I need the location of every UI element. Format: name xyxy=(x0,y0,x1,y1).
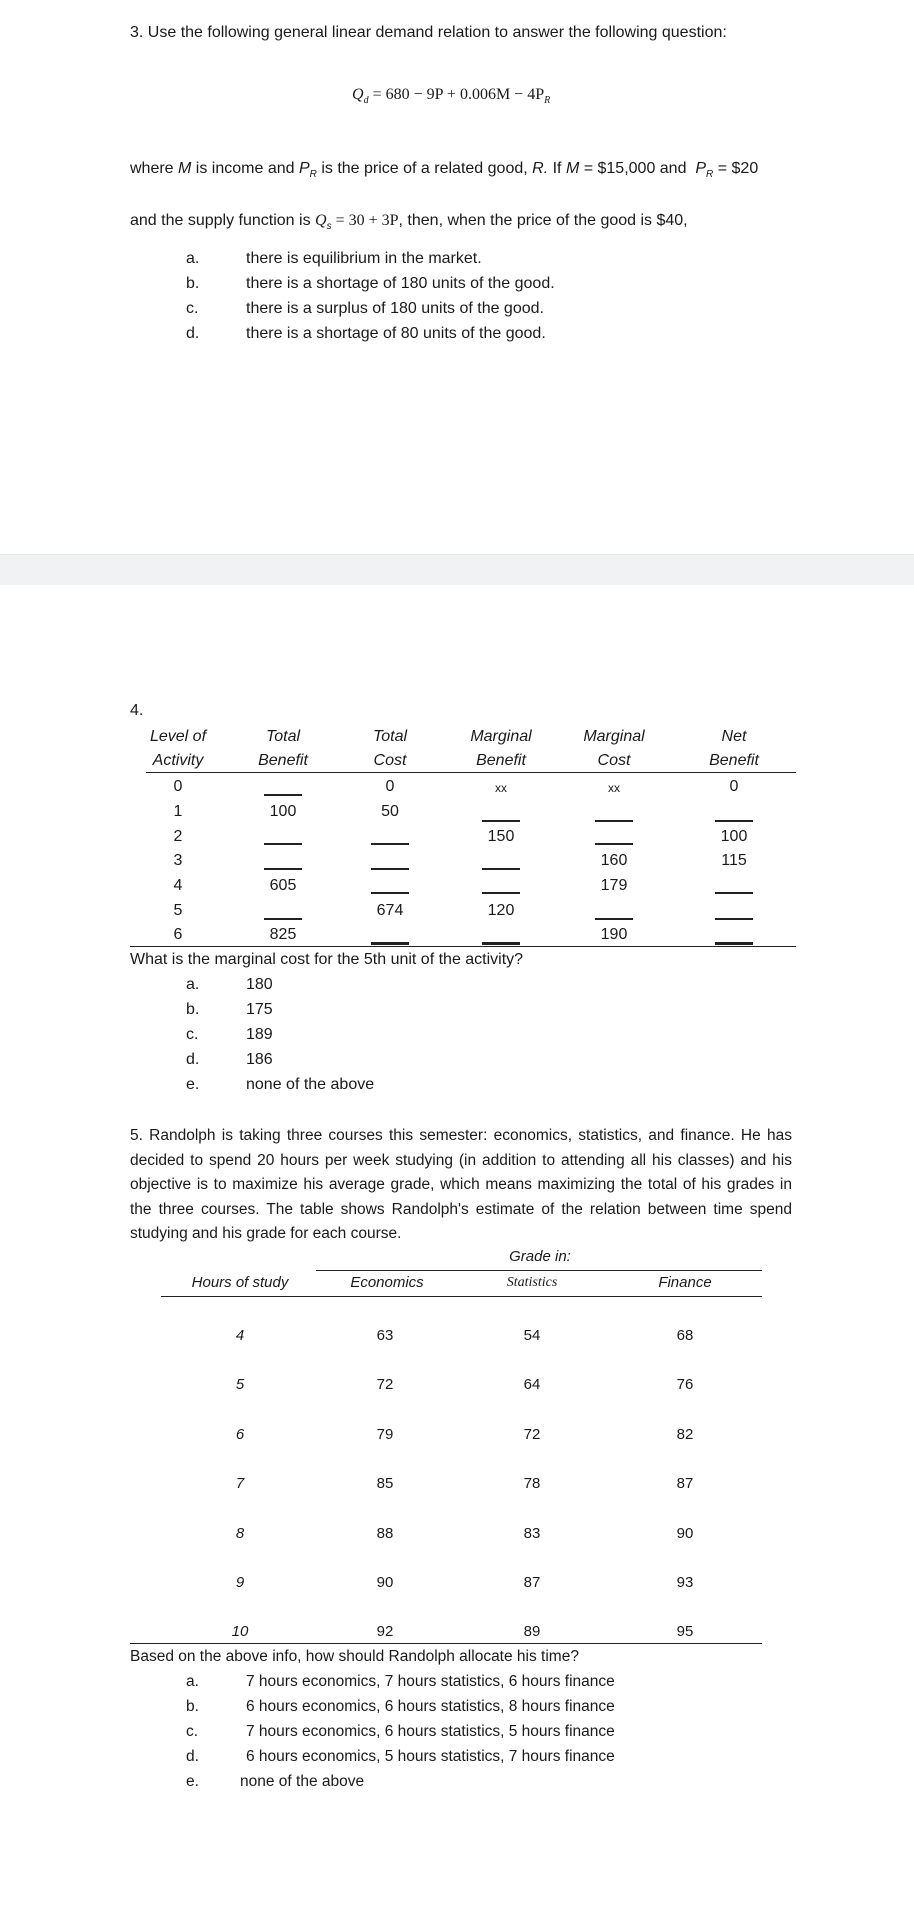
grade-hdr-rule xyxy=(161,1296,762,1297)
cell-mc: 179 xyxy=(600,877,628,894)
m-var-2: M xyxy=(565,160,580,177)
blank-cell xyxy=(715,820,753,822)
hdr-tb-2: Benefit xyxy=(258,752,308,769)
hdr-nb-2: Benefit xyxy=(709,752,759,769)
cell-fin: 68 xyxy=(676,1327,694,1344)
option-text: 175 xyxy=(246,1001,273,1018)
option-text: 180 xyxy=(246,976,273,993)
blank-cell xyxy=(482,892,520,894)
cell-hours: 10 xyxy=(231,1623,249,1640)
q4-question: What is the marginal cost for the 5th unit of the activity? xyxy=(130,951,524,968)
q3-supply-line xyxy=(130,212,688,230)
hdr-economics: Economics xyxy=(350,1274,424,1291)
blank-cell xyxy=(595,918,633,920)
blank-cell xyxy=(264,794,302,796)
cell-fin: 90 xyxy=(676,1525,694,1542)
supply-rhs: = 30 + 3P xyxy=(331,212,399,229)
hdr-hours: Hours of study xyxy=(191,1274,289,1291)
option-letter: b. xyxy=(186,1001,200,1018)
cell-fin: 82 xyxy=(676,1426,694,1443)
option-letter: d. xyxy=(186,1051,200,1068)
cell-level: 0 xyxy=(173,778,183,795)
cell-level: 3 xyxy=(173,852,183,869)
supply-sub: s xyxy=(326,221,332,232)
if-text: If xyxy=(552,160,562,177)
option-letter: a. xyxy=(186,1673,199,1690)
cell-econ: 85 xyxy=(376,1475,394,1492)
cell-mb: 120 xyxy=(487,902,515,919)
cell-tc: 0 xyxy=(385,778,395,795)
blank-cell xyxy=(482,942,520,945)
option-letter: e. xyxy=(186,1773,199,1790)
pr-value: = $20 xyxy=(717,160,759,177)
cell-econ: 92 xyxy=(376,1623,394,1640)
cell-econ: 63 xyxy=(376,1327,394,1344)
option-text: none of the above xyxy=(246,1076,375,1093)
hdr-tc-1: Total xyxy=(372,728,408,745)
hdr-level-2: Activity xyxy=(152,752,204,769)
hdr-tc-2: Cost xyxy=(373,752,407,769)
hdr-level-1: Level of xyxy=(149,728,207,745)
option-letter: c. xyxy=(186,1026,199,1043)
cell-nb: 0 xyxy=(729,778,739,795)
option-text: 6 hours economics, 5 hours statistics, 7 hours finance xyxy=(246,1748,615,1765)
option-letter: c. xyxy=(186,300,199,317)
blank-cell xyxy=(482,868,520,870)
hdr-mc-1: Marginal xyxy=(583,728,645,745)
p-var-2: P xyxy=(695,160,707,177)
option-letter: a. xyxy=(186,250,200,267)
cell-level: 5 xyxy=(173,902,183,919)
cell-tc: 674 xyxy=(376,902,404,919)
cell-econ: 72 xyxy=(376,1376,394,1393)
option-letter: a. xyxy=(186,976,200,993)
option-text: there is a shortage of 180 units of the good. xyxy=(246,275,555,292)
demand-equation xyxy=(352,86,550,104)
cell-econ: 88 xyxy=(376,1525,394,1542)
grade-in-rule xyxy=(316,1270,762,1271)
r-var: R. xyxy=(532,160,549,177)
cell-hours: 5 xyxy=(235,1376,245,1393)
option-text: 189 xyxy=(246,1026,273,1043)
cell-tb: 100 xyxy=(269,803,297,820)
option-letter: d. xyxy=(186,1748,199,1765)
option-text: there is a surplus of 180 units of the good. xyxy=(246,300,544,317)
grade-in-label: Grade in: xyxy=(509,1248,571,1265)
blank-cell xyxy=(482,820,520,822)
blank-cell xyxy=(264,918,302,920)
blank-cell xyxy=(595,820,633,822)
blank-cell xyxy=(371,868,409,870)
p-var: P xyxy=(298,160,310,177)
blank-cell xyxy=(595,843,633,845)
hdr-tb-1: Total xyxy=(265,728,301,745)
cell-level: 1 xyxy=(173,803,183,820)
cell-level: 4 xyxy=(173,877,183,894)
cell-stats: 89 xyxy=(523,1623,541,1640)
option-letter: b. xyxy=(186,1698,199,1715)
cell-hours: 7 xyxy=(235,1475,245,1492)
p-sub-2: R xyxy=(706,169,714,180)
cell-fin: 76 xyxy=(676,1376,694,1393)
option-letter: c. xyxy=(186,1723,199,1740)
cell-level: 6 xyxy=(173,926,183,943)
hdr-nb-1: Net xyxy=(721,728,747,745)
cell-hours: 8 xyxy=(235,1525,245,1542)
hdr-underline-level xyxy=(146,772,206,773)
option-letter: d. xyxy=(186,325,200,342)
q3-where-line xyxy=(130,160,758,178)
table-bottom-rule xyxy=(130,946,796,947)
cell-hours: 9 xyxy=(235,1574,245,1591)
cell-fin: 95 xyxy=(676,1623,694,1640)
cell-stats: 72 xyxy=(523,1426,541,1443)
option-text: 7 hours economics, 7 hours statistics, 6 hours finance xyxy=(246,1673,615,1690)
grade-bottom-rule xyxy=(130,1643,762,1644)
eq-lhs-sub: d xyxy=(363,95,369,106)
blank-cell xyxy=(371,892,409,894)
cell-fin: 93 xyxy=(676,1574,694,1591)
option-text: 6 hours economics, 6 hours statistics, 8 hours finance xyxy=(246,1698,615,1715)
blank-cell xyxy=(715,942,753,945)
supply-text: and the supply function is xyxy=(130,212,311,229)
hdr-mb-2: Benefit xyxy=(476,752,526,769)
eq-rhs-sub: R xyxy=(544,95,551,106)
option-text: there is equilibrium in the market. xyxy=(246,250,482,267)
q3-intro: 3. Use the following general linear demand relation to answer the following question: xyxy=(130,24,727,41)
cell-level: 2 xyxy=(173,828,183,845)
cell-stats: 54 xyxy=(523,1327,541,1344)
option-text: 7 hours economics, 6 hours statistics, 5 hours finance xyxy=(246,1723,615,1740)
cell-hours: 4 xyxy=(235,1327,245,1344)
supply-q: Q xyxy=(315,212,327,229)
eq-rhs: = 680 − 9P + 0.006M − 4P xyxy=(368,86,545,103)
m-var: M xyxy=(178,160,192,177)
supply-tail: , then, when the price of the good is $40, xyxy=(398,212,688,229)
hdr-finance: Finance xyxy=(658,1274,712,1291)
cell-tb: 605 xyxy=(269,877,297,894)
page-separator xyxy=(0,554,914,585)
hdr-underline xyxy=(206,772,796,773)
cell-stats: 64 xyxy=(523,1376,541,1393)
option-letter: e. xyxy=(186,1076,200,1093)
price-related-text: is the price of a related good, xyxy=(321,160,528,177)
cell-mc: 160 xyxy=(600,852,628,869)
blank-cell xyxy=(371,942,409,945)
cell-nb: 100 xyxy=(720,828,748,845)
is-income-text: is income and xyxy=(191,160,299,177)
cell-nb: 115 xyxy=(721,852,747,869)
option-letter: b. xyxy=(186,275,200,292)
cell-stats: 78 xyxy=(523,1475,541,1492)
cell-mb: 150 xyxy=(487,828,515,845)
blank-cell xyxy=(264,868,302,870)
m-value: = $15,000 and xyxy=(579,160,687,177)
cell-fin: 87 xyxy=(676,1475,694,1492)
cell-econ: 79 xyxy=(376,1426,394,1443)
q4-number: 4. xyxy=(130,702,144,719)
cell-mb: xx xyxy=(495,781,507,795)
blank-cell xyxy=(371,843,409,845)
hdr-statistics: Statistics xyxy=(506,1275,558,1290)
option-text: 186 xyxy=(246,1051,273,1068)
q5-paragraph: 5. Randolph is taking three courses this semester: economics, statistics, and finance. He has decided to spend 20 hours per week studying (in addition to attending all his classes) and his objective is to maximize his average grade, which means maximizing the total of his grades in the three courses. The table shows Randolph's estimate of the relation between time spend studying and his grade for each course. xyxy=(130,1127,792,1242)
option-text: none of the above xyxy=(240,1773,365,1790)
hdr-mc-2: Cost xyxy=(597,752,631,769)
cell-tc: 50 xyxy=(381,803,399,820)
hdr-mb-1: Marginal xyxy=(470,728,532,745)
cell-tb: 825 xyxy=(269,926,297,943)
cell-mc: xx xyxy=(608,781,620,795)
blank-cell xyxy=(264,843,302,845)
where-text: where xyxy=(130,160,174,177)
cell-econ: 90 xyxy=(376,1574,394,1591)
blank-cell xyxy=(715,892,753,894)
option-text: there is a shortage of 80 units of the good. xyxy=(246,325,546,342)
cell-stats: 87 xyxy=(523,1574,541,1591)
q5-question: Based on the above info, how should Randolph allocate his time? xyxy=(130,1648,579,1665)
eq-lhs: Q xyxy=(352,86,364,103)
cell-stats: 83 xyxy=(523,1525,541,1542)
p-sub: R xyxy=(309,169,317,180)
cell-mc: 190 xyxy=(600,926,628,943)
cell-hours: 6 xyxy=(235,1426,245,1443)
blank-cell xyxy=(715,918,753,920)
